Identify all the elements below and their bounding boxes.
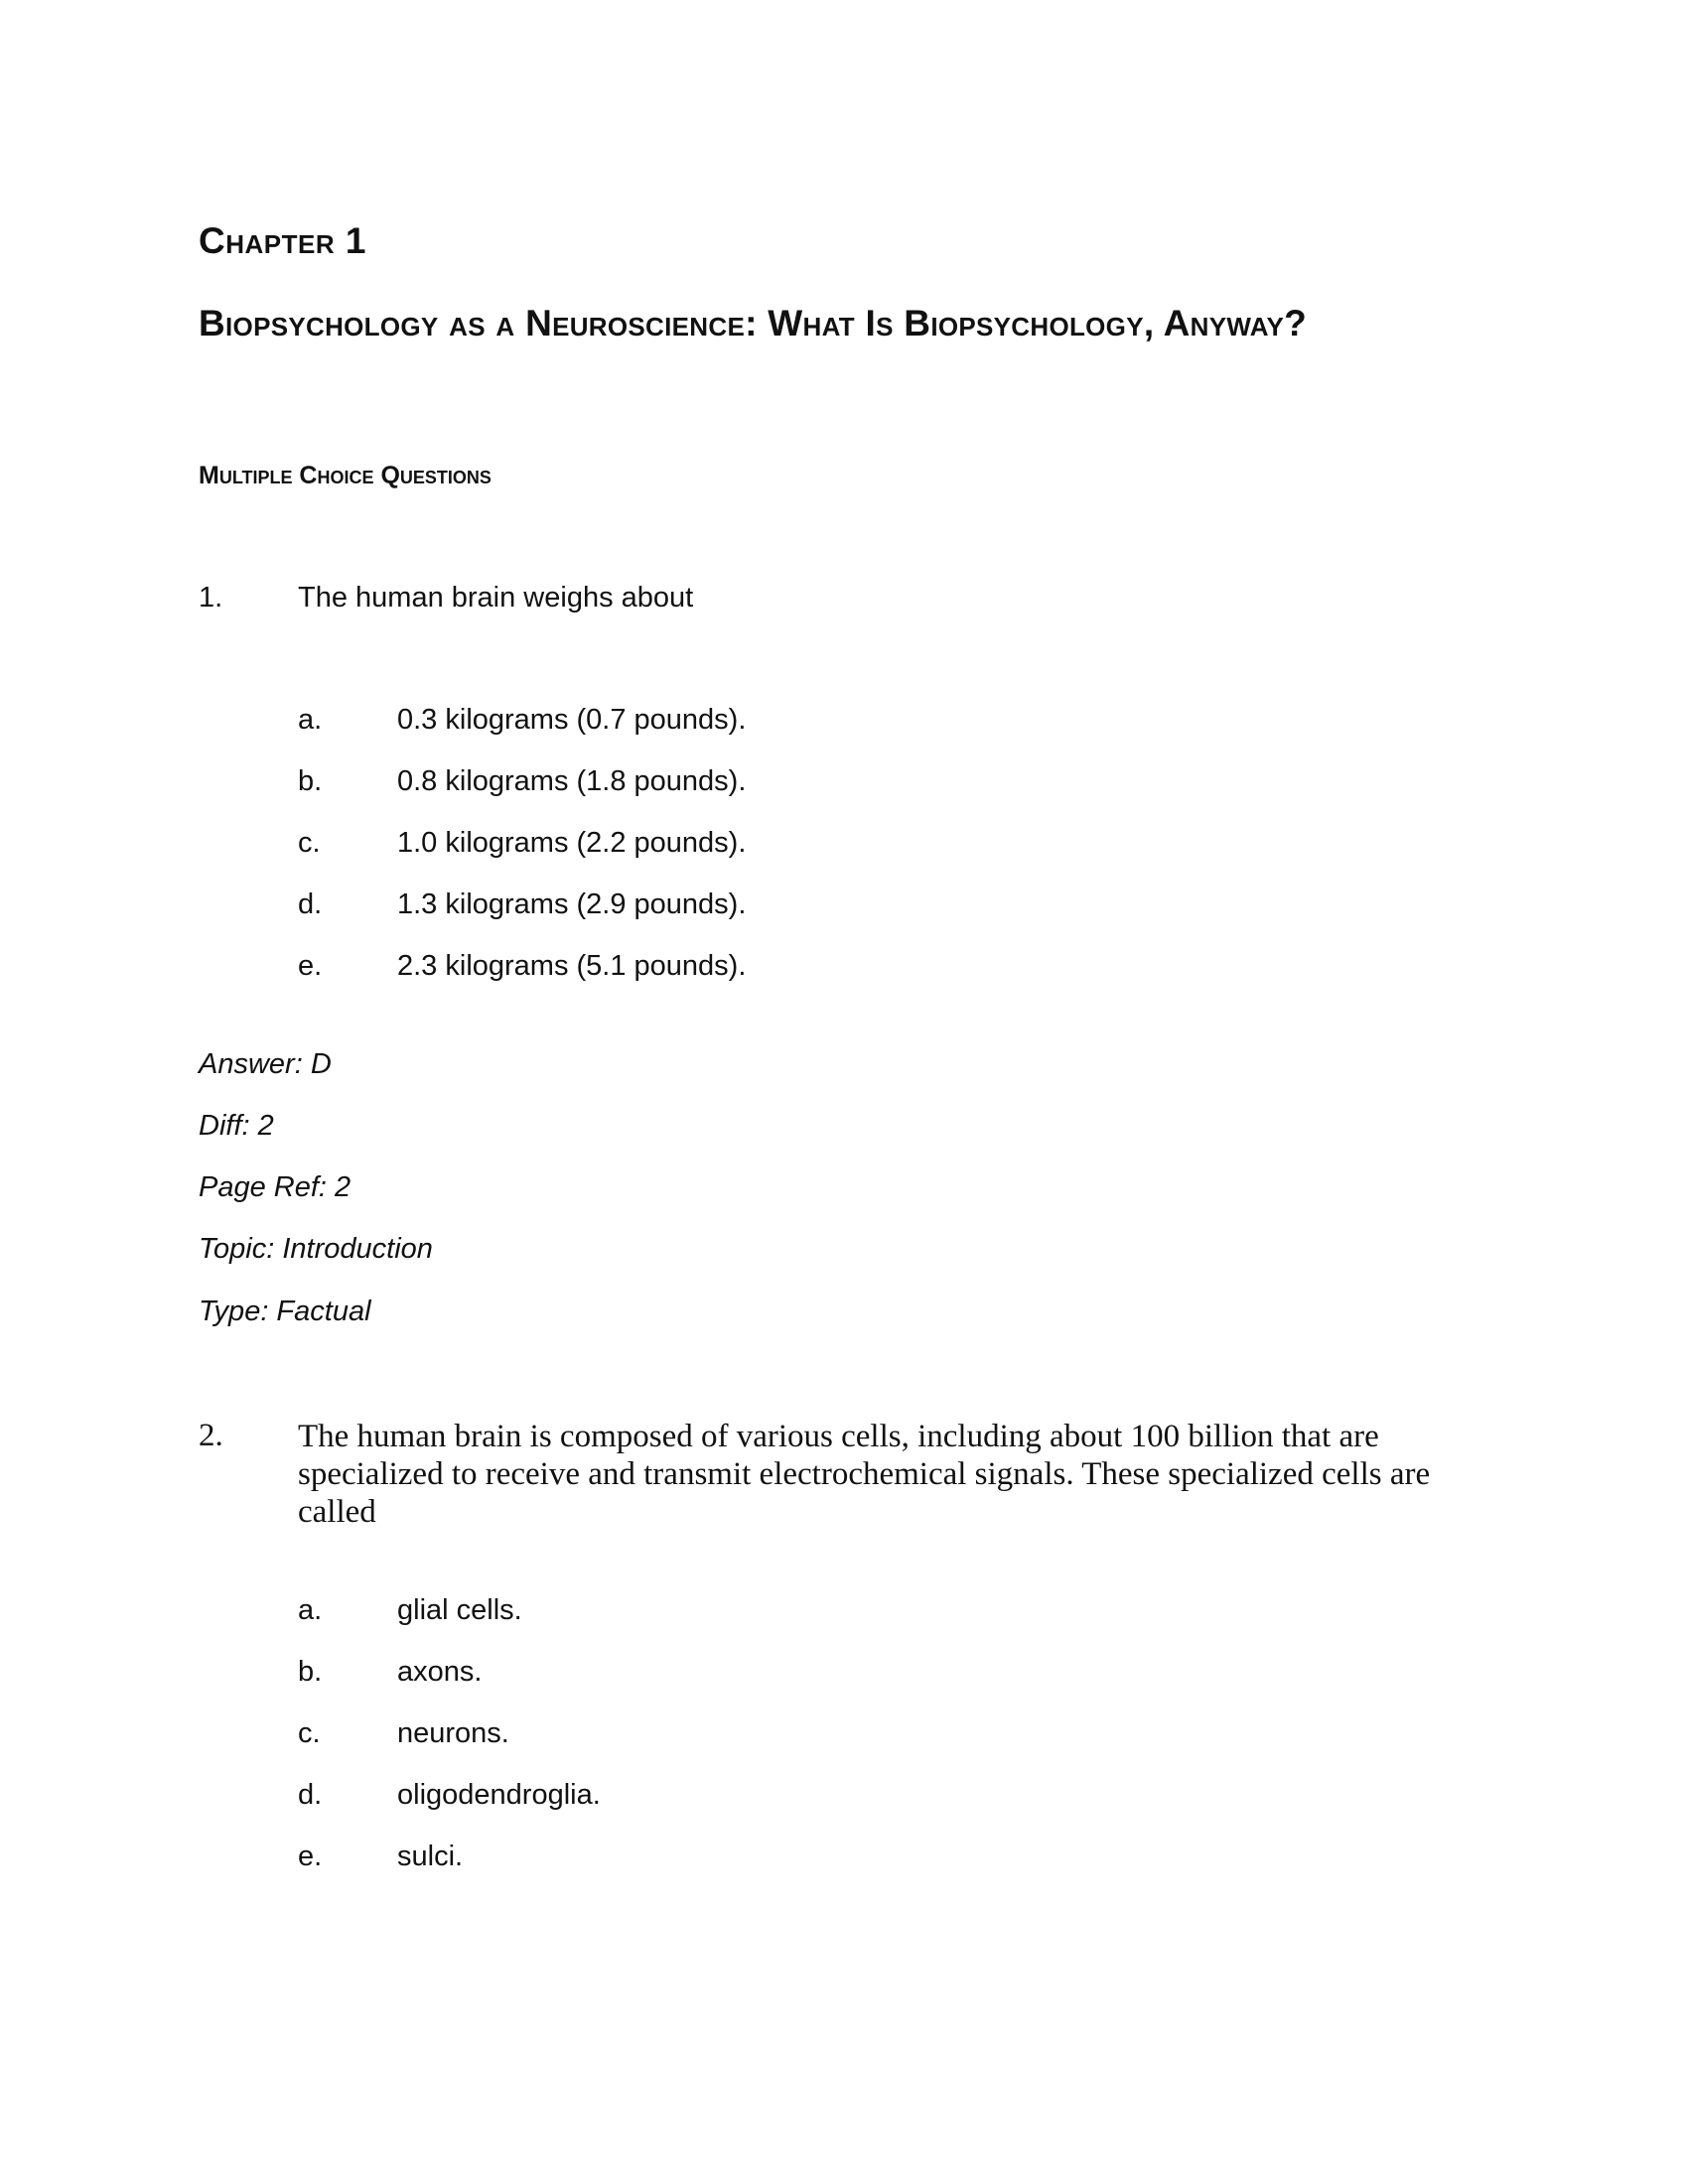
- chapter-title: Chapter 1: [199, 220, 366, 261]
- question-1-option-c-text: 1.0 kilograms (2.2 pounds).: [397, 827, 747, 859]
- question-1-stem: The human brain weighs about: [298, 582, 694, 614]
- question-2-stem: The human brain is composed of various cells, including about 100 billion that are specialized to receive and transmit electrochemical signals. These specialized cells are called: [298, 1419, 1431, 1530]
- question-2-option-a-letter: a.: [298, 1594, 323, 1626]
- question-1-option-d-text: 1.3 kilograms (2.9 pounds).: [397, 888, 747, 920]
- question-2-number: 2.: [199, 1418, 223, 1453]
- question-2-option-d-text: oligodendroglia.: [397, 1779, 601, 1811]
- section-heading: Multiple Choice Questions: [199, 462, 492, 489]
- question-1-option-c-letter: c.: [298, 827, 321, 859]
- question-1-option-e-text: 2.3 kilograms (5.1 pounds).: [397, 950, 747, 982]
- question-1-option-b-text: 0.8 kilograms (1.8 pounds).: [397, 765, 747, 797]
- question-1-option-e-letter: e.: [298, 950, 323, 982]
- chapter-subtitle: Biopsychology as a Neuroscience: What Is Biopsychology, Anyway?: [199, 303, 1308, 343]
- question-1-topic: Topic: Introduction: [199, 1233, 433, 1265]
- question-1-option-d-letter: d.: [298, 888, 323, 920]
- question-1-option-b-letter: b.: [298, 765, 323, 797]
- question-2-option-e-letter: e.: [298, 1841, 323, 1872]
- question-1-page-ref: Page Ref: 2: [199, 1171, 352, 1203]
- question-2-option-c-text: neurons.: [397, 1717, 509, 1749]
- question-2-option-b-text: axons.: [397, 1656, 483, 1688]
- question-1-difficulty: Diff: 2: [199, 1110, 274, 1142]
- question-2-option-b-letter: b.: [298, 1656, 323, 1688]
- question-1-number: 1.: [199, 582, 223, 614]
- question-1-option-a-letter: a.: [298, 704, 323, 736]
- question-1-type: Type: Factual: [199, 1296, 371, 1327]
- question-1-answer: Answer: D: [199, 1048, 332, 1080]
- question-2-option-c-letter: c.: [298, 1717, 321, 1749]
- question-2-option-a-text: glial cells.: [397, 1594, 522, 1626]
- question-2-option-d-letter: d.: [298, 1779, 323, 1811]
- question-2-option-e-text: sulci.: [397, 1841, 464, 1872]
- question-1-option-a-text: 0.3 kilograms (0.7 pounds).: [397, 704, 747, 736]
